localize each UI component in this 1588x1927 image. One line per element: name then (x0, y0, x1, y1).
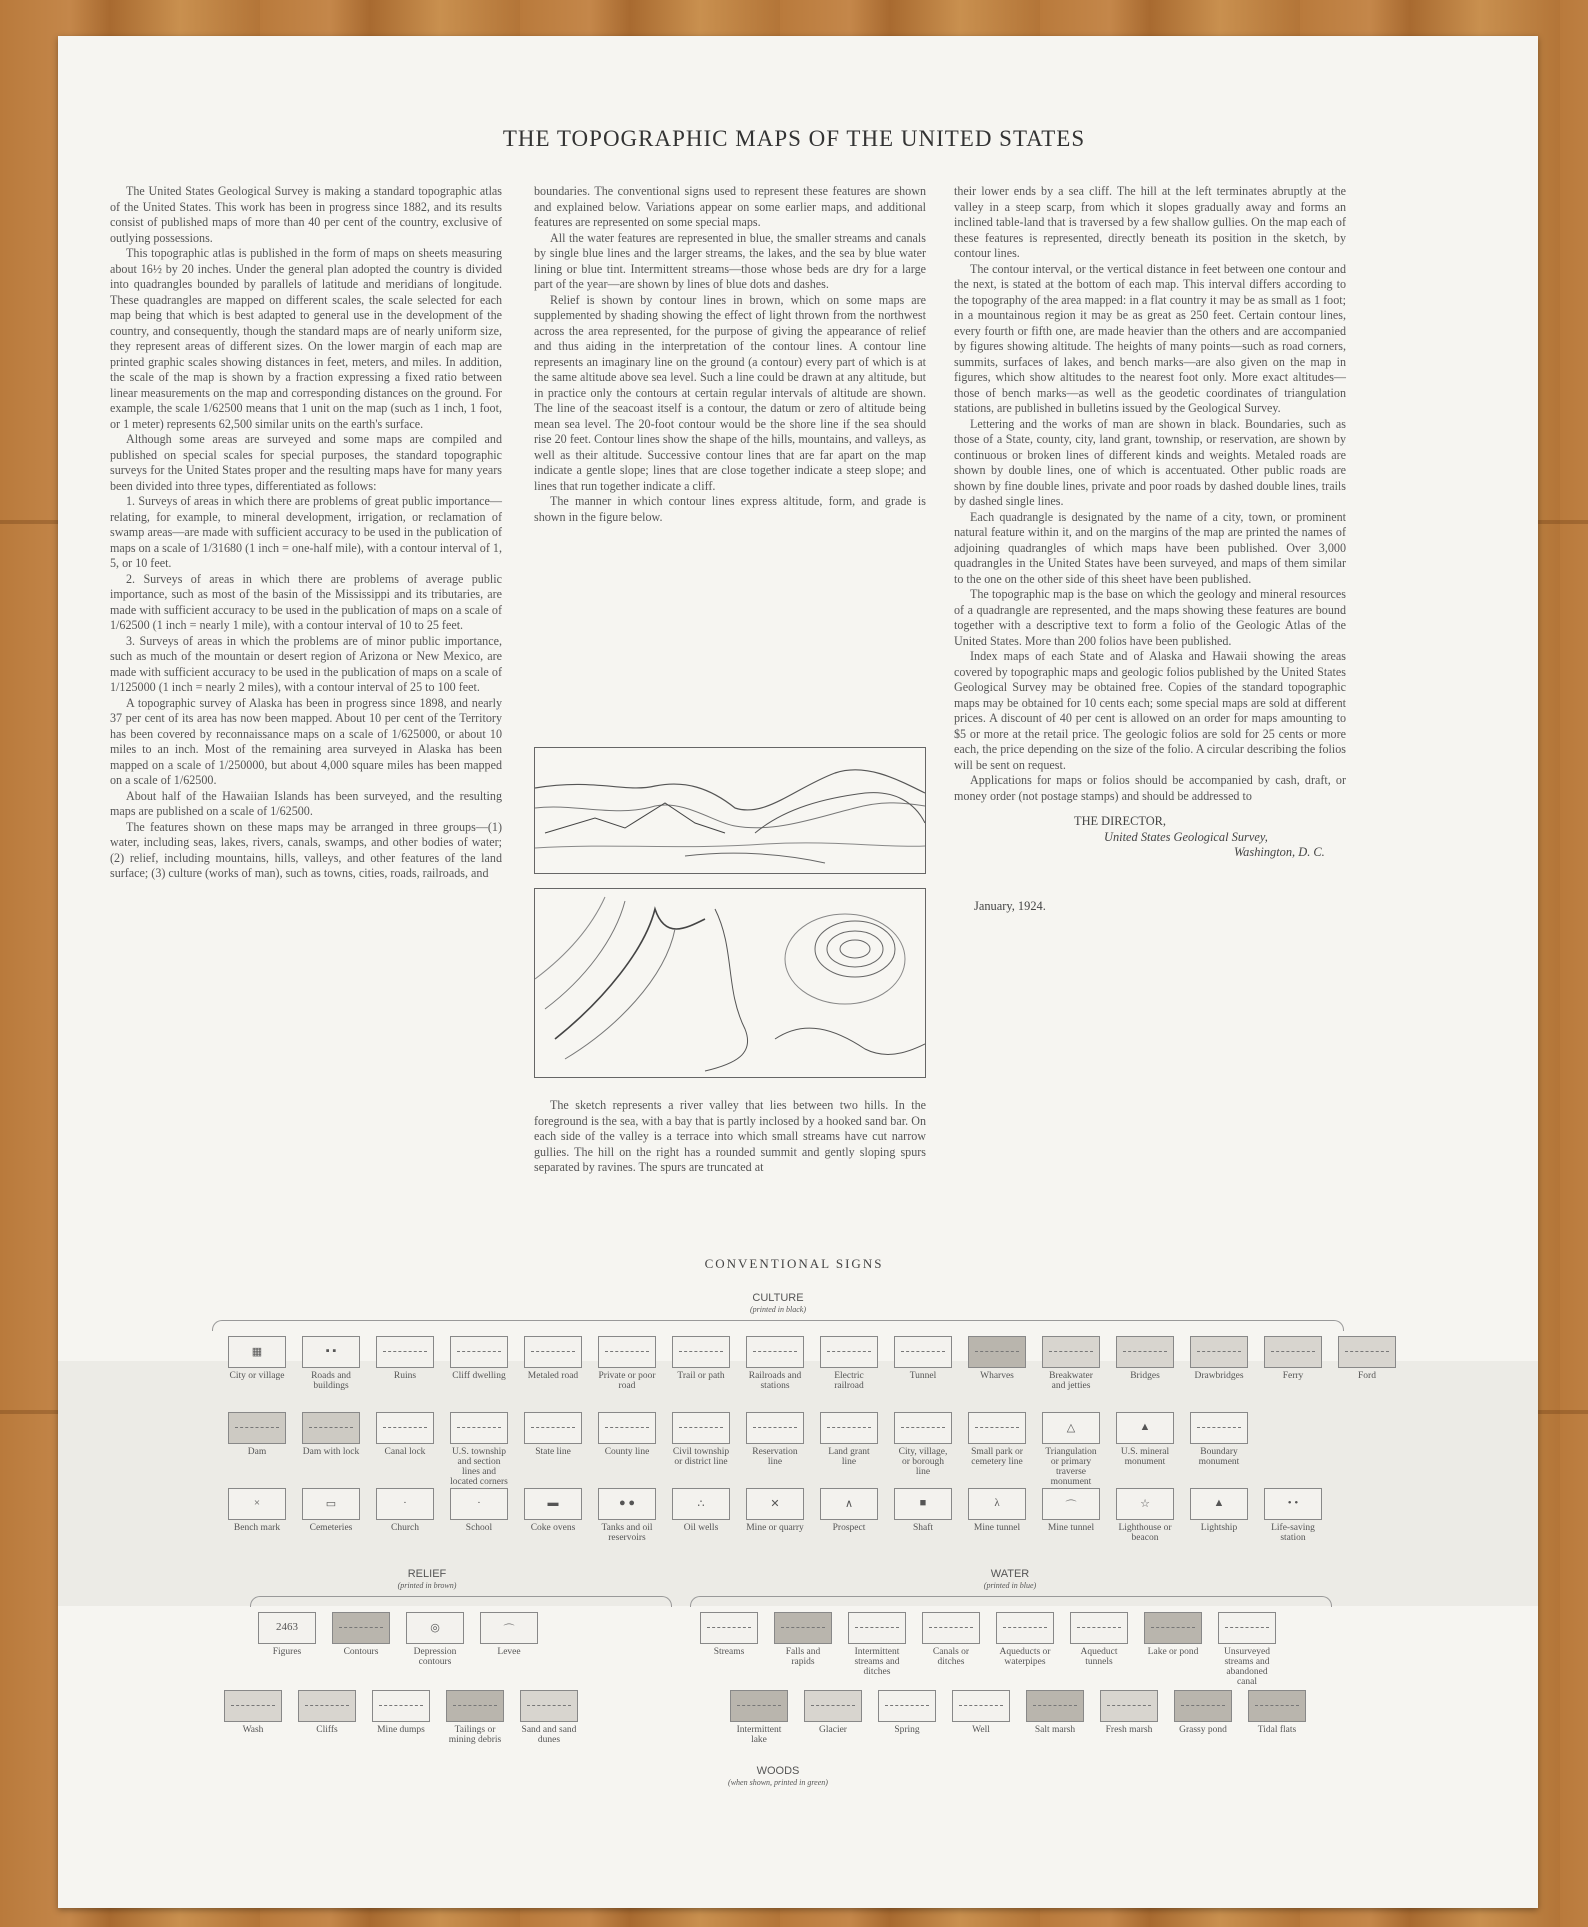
legend-swatch (520, 1690, 578, 1722)
document-date: January, 1924. (974, 898, 1046, 913)
legend-label: Streams (713, 1647, 745, 1657)
legend-label: Bridges (1130, 1371, 1160, 1381)
legend-symbol (820, 1336, 878, 1391)
legend-swatch (1190, 1336, 1248, 1368)
signature-name: THE DIRECTOR, (1074, 814, 1167, 828)
text-column-2 (534, 184, 926, 525)
legend-symbol (672, 1488, 730, 1533)
legend-swatch (672, 1488, 730, 1520)
legend-glyph: ▪ ▪ (325, 1345, 337, 1357)
culture-row-2 (228, 1412, 1264, 1487)
water-note: (printed in blue) (983, 1581, 1037, 1590)
paragraph: Applications for maps or folios should be accompanied by cash, draft, or money order (not postage stamps) and should be addressed to (954, 773, 1346, 803)
paragraph: Index maps of each State and of Alaska and Hawaii showing the areas covered by topographic maps and geologic folios published by the United States Geological Survey may be obtained free. Copies of the standard topographic maps may be obtained for 10 cents each; some special maps are sold at different prices. A discount of 40 per cent is allowed on an order for maps amounting to $5 or more at the retail price. The geologic folios are sold for 25 cents or more each, the price depending on the size of the folio. A circular describing the folios will be sent on request. (954, 649, 1346, 772)
legend-swatch (1190, 1488, 1248, 1520)
legend-glyph: ⌒ (503, 1624, 515, 1636)
legend-label: Wharves (980, 1371, 1014, 1381)
legend-symbol (968, 1488, 1026, 1533)
legend-label: Boundary monument (1198, 1447, 1240, 1467)
legend-label: Tidal flats (1257, 1725, 1297, 1735)
legend-swatch (446, 1690, 504, 1722)
page-title: THE TOPOGRAPHIC MAPS OF THE UNITED STATES (502, 126, 1086, 151)
legend-symbol (1042, 1336, 1100, 1391)
legend-label: Cliffs (316, 1725, 338, 1735)
legend-label: Falls and rapids (785, 1647, 821, 1667)
paragraph: A topographic survey of Alaska has been in progress since 1898, and nearly 37 per cent of its area has now been mapped. About 10 per cent of the Territory has been covered by reconnaissance maps on a scale of 1/625000, or about 10 miles to an inch. Most of the remaining area surveyed in Alaska has been mapped on a scale of 1/250000, but about 4,000 square miles has been mapped on a scale of 1/62500. (110, 695, 502, 787)
legend-swatch (258, 1612, 316, 1644)
legend-swatch (1338, 1336, 1396, 1368)
legend-label: Railroads and stations (748, 1371, 802, 1391)
legend-label: Canal lock (384, 1447, 426, 1457)
legend-glyph: 2463 (276, 1621, 298, 1633)
legend-symbol (1116, 1412, 1174, 1467)
woods-note: (when shown, printed in green) (728, 1778, 828, 1787)
legend-label: City or village (229, 1371, 285, 1381)
legend-symbol (894, 1336, 952, 1381)
woods-heading (648, 1765, 908, 1789)
legend-label: Trail or path (677, 1371, 725, 1381)
legend-swatch (302, 1412, 360, 1444)
legend-symbol (730, 1690, 788, 1745)
paragraph: The manner in which contour lines express altitude, form, and grade is shown in the figure below. (534, 494, 926, 524)
legend-label: Glacier (819, 1725, 847, 1735)
legend-glyph: · (403, 1497, 407, 1509)
culture-row-1 (228, 1336, 1412, 1391)
legend-symbol (1042, 1488, 1100, 1533)
legend-label: Mine dumps (377, 1725, 425, 1735)
legend-symbol (672, 1412, 730, 1467)
legend-swatch (302, 1488, 360, 1520)
legend-glyph: ■ (919, 1497, 927, 1509)
legend-swatch (450, 1336, 508, 1368)
legend-swatch (820, 1412, 878, 1444)
legend-symbol (598, 1488, 656, 1543)
legend-swatch (894, 1336, 952, 1368)
legend-label: Ruins (393, 1371, 417, 1381)
legend-swatch (406, 1612, 464, 1644)
culture-row-3 (228, 1488, 1338, 1543)
legend-swatch (1070, 1612, 1128, 1644)
legend-label: Breakwater and jetties (1049, 1371, 1093, 1391)
legend-symbol (224, 1690, 282, 1735)
legend-symbol (1248, 1690, 1306, 1735)
paragraph: This topographic atlas is published in the form of maps on sheets measuring about 16½ by 20 inches. Under the general plan adopted the country is divided into quadrangles bounded by parallels of latitude and meridians of longitude. These quadrangles are mapped on different scales, the scale selected for each map being that which is best adapted to general use in the development of the country, and consequently, though the standard maps are of nearly uniform size, they represent areas of different sizes. On the lower margin of each map are printed graphic scales showing distances in feet, meters, and miles. In addition, the scale of the map is shown by a fraction expressing a fixed ratio between linear measurements on the map and corresponding distances on the ground. For example, the scale 1/62500 means that 1 unit on the map (such as 1 inch, 1 foot, or 1 meter) represents 62,500 similar units on the earth's surface. (110, 246, 502, 431)
legend-label: Reservation line (752, 1447, 798, 1467)
legend-swatch (804, 1690, 862, 1722)
signature-org: United States Geological Survey, (1104, 829, 1268, 844)
legend-symbol (746, 1488, 804, 1533)
legend-swatch (450, 1412, 508, 1444)
legend-label: Aqueducts or waterpipes (999, 1647, 1051, 1667)
legend-swatch (1042, 1488, 1100, 1520)
conventional-signs-title: CONVENTIONAL SIGNS (704, 1256, 884, 1271)
legend-symbol (1042, 1412, 1100, 1487)
legend-swatch (1248, 1690, 1306, 1722)
legend-swatch (450, 1488, 508, 1520)
legend-symbol (922, 1612, 980, 1667)
legend-label: Spring (894, 1725, 920, 1735)
legend-swatch (878, 1690, 936, 1722)
legend-symbol (820, 1412, 878, 1467)
legend-swatch (746, 1336, 804, 1368)
legend-swatch (376, 1488, 434, 1520)
legend-symbol (848, 1612, 906, 1677)
legend-glyph: ▭ (325, 1498, 337, 1510)
legend-swatch (1026, 1690, 1084, 1722)
legend-label: Aqueduct tunnels (1080, 1647, 1118, 1667)
legend-swatch (598, 1488, 656, 1520)
legend-swatch (376, 1412, 434, 1444)
legend-glyph: ∧ (844, 1498, 854, 1510)
legend-symbol (1218, 1612, 1276, 1687)
legend-swatch (672, 1412, 730, 1444)
legend-symbol (968, 1336, 1026, 1381)
legend-label: Private or poor road (598, 1371, 656, 1391)
legend-label: Civil township or district line (672, 1447, 730, 1467)
paragraph: The features shown on these maps may be arranged in three groups—(1) water, including seas, lakes, rivers, canals, swamps, and other bodies of water; (2) relief, including mountains, hills, valleys, and other features of the land surface; (3) culture (works of man), such as towns, cities, roads, railroads, and (110, 819, 502, 880)
legend-symbol (228, 1488, 286, 1533)
water-row-1 (700, 1612, 1292, 1687)
paragraph: Each quadrangle is designated by the name of a city, town, or prominent natural feature within it, and on the margins of the map are printed the names of adjoining quadrangles of which maps have been published. Over 3,000 quadrangles in the United States have been surveyed, and maps of them similar to the one on the other side of this sheet have been published. (954, 509, 1346, 586)
legend-label: Fresh marsh (1105, 1725, 1153, 1735)
legend-symbol (298, 1690, 356, 1735)
paragraph: The United States Geological Survey is making a standard topographic atlas of the United States. This work has been in progress since 1882, and its results consist of published maps of more than 40 per cent of the country, exclusive of outlying possessions. (110, 184, 502, 245)
legend-glyph: ∴ (697, 1498, 705, 1510)
legend-swatch (746, 1488, 804, 1520)
legend-swatch (968, 1412, 1026, 1444)
paragraph: 3. Surveys of areas in which the problems are of minor public importance, such as much of the mountain or desert region of Arizona or New Mexico, are made with sufficient accuracy to be used in the publication of maps on a scale of 1/125000 (1 inch = nearly 2 miles), with a contour interval of 25 to 100 feet. (110, 633, 502, 694)
legend-glyph: × (253, 1497, 261, 1509)
text-column-3 (954, 184, 1346, 914)
legend-label: Salt marsh (1034, 1725, 1076, 1735)
legend-swatch (774, 1612, 832, 1644)
signature-block (954, 814, 1346, 914)
legend-glyph: · (477, 1497, 481, 1509)
water-heading (880, 1568, 1140, 1592)
legend-swatch (1218, 1612, 1276, 1644)
legend-symbol (450, 1336, 508, 1381)
legend-symbol (376, 1412, 434, 1457)
legend-swatch (1116, 1412, 1174, 1444)
legend-swatch (1190, 1412, 1248, 1444)
paragraph: Lettering and the works of man are shown in black. Boundaries, such as those of a State, county, city, land grant, township, or reservation, are shown by continuous or broken lines of different kinds and weights. Metaled roads are shown by double lines, one of which is accentuated. Other public roads are shown by fine double lines, private and poor roads by dashed double lines, trails by dashed single lines. (954, 416, 1346, 508)
legend-symbol (1190, 1336, 1248, 1381)
legend-label: Cliff dwelling (452, 1371, 506, 1381)
text-column-1 (110, 184, 502, 882)
legend-swatch (1100, 1690, 1158, 1722)
legend-symbol (520, 1690, 578, 1745)
legend-label: Prospect (832, 1523, 866, 1533)
relief-bracket (250, 1596, 672, 1607)
legend-label: Ferry (1282, 1371, 1304, 1381)
legend-label: Ford (1358, 1371, 1376, 1381)
legend-symbol (228, 1412, 286, 1457)
legend-glyph: ▲ (1139, 1421, 1151, 1433)
water-title: WATER (990, 1568, 1030, 1580)
legend-symbol (820, 1488, 878, 1533)
paragraph: Relief is shown by contour lines in brown, which on some maps are supplemented by shading showing the effect of light thrown from the northwest across the area represented, for the purpose of giving the appearance of relief and thus aiding in the interpretation of the contour lines. A contour line represents an imaginary line on the ground (a contour) every part of which is at the same altitude above sea level. Such a line could be drawn at any altitude, but in practice only the contours at certain regular intervals of altitude are shown. The line of the seacoast itself is a contour, the datum or zero of altitude being mean sea level. The 20-foot contour would be the shore line if the sea should rise 20 feet. Contour lines show the shape of the hills, mountains, and valleys, as well as their altitude. Successive contour lines that are far apart on the map indicate a gentle slope; lines that are close together indicate a steep slope; and lines that run together indicate a cliff. (534, 292, 926, 493)
legend-swatch (1144, 1612, 1202, 1644)
paragraph: About half of the Hawaiian Islands has been surveyed, and the resulting maps are published on a scale of 1/62500. (110, 788, 502, 818)
culture-note: (printed in black) (750, 1305, 806, 1314)
legend-swatch (922, 1612, 980, 1644)
legend-swatch (1042, 1336, 1100, 1368)
legend-symbol (450, 1412, 508, 1487)
legend-label: Unsurveyed streams and abandoned canal (1224, 1647, 1270, 1687)
legend-symbol (376, 1336, 434, 1381)
legend-symbol (524, 1336, 582, 1381)
legend-label: Land grant line (828, 1447, 870, 1467)
legend-label: U.S. mineral monument (1120, 1447, 1170, 1467)
legend-symbol (302, 1412, 360, 1457)
legend-label: Shaft (912, 1523, 934, 1533)
legend-label: Mine or quarry (746, 1523, 804, 1533)
legend-label: Church (391, 1523, 419, 1533)
legend-label: Electric railroad (834, 1371, 864, 1391)
legend-label: County line (604, 1447, 650, 1457)
legend-symbol (1190, 1488, 1248, 1533)
legend-symbol (878, 1690, 936, 1735)
water-bracket (690, 1596, 1332, 1607)
legend-glyph: ▲ (1213, 1497, 1225, 1509)
legend-symbol (1116, 1336, 1174, 1381)
legend-swatch (1116, 1488, 1174, 1520)
legend-symbol (1070, 1612, 1128, 1667)
legend-symbol (1100, 1690, 1158, 1735)
legend-symbol (968, 1412, 1026, 1467)
legend-symbol (894, 1488, 952, 1533)
legend-symbol (372, 1690, 430, 1735)
legend-label: Sand and sand dunes (521, 1725, 577, 1745)
paragraph: The sketch represents a river valley that lies between two hills. In the foreground is the sea, with a bay that is partly inclosed by a hooked sand bar. On each side of the valley is a terrace into which small streams have cut narrow gullies. The hill on the right has a rounded summit and gently sloping spurs separated by ravines. The spurs are truncated at (534, 1098, 926, 1174)
legend-label: Canals or ditches (932, 1647, 970, 1667)
legend-label: Triangulation or primary traverse monument (1045, 1447, 1097, 1487)
legend-swatch (894, 1412, 952, 1444)
contour-map-sketch (534, 888, 926, 1078)
legend-swatch (820, 1488, 878, 1520)
legend-swatch (996, 1612, 1054, 1644)
legend-swatch (968, 1336, 1026, 1368)
legend-swatch (1264, 1336, 1322, 1368)
legend-symbol (1264, 1336, 1322, 1381)
signature-place: Washington, D. C. (1234, 845, 1325, 859)
culture-bracket (212, 1320, 1344, 1331)
legend-glyph: △ (1066, 1422, 1076, 1434)
legend-glyph: λ (994, 1497, 1000, 1509)
legend-symbol (804, 1690, 862, 1735)
legend-symbol (598, 1336, 656, 1391)
legend-swatch (968, 1488, 1026, 1520)
legend-label: Life-saving station (1271, 1523, 1315, 1543)
legend-swatch (952, 1690, 1010, 1722)
legend-symbol (1116, 1488, 1174, 1543)
legend-label: Dam (247, 1447, 267, 1457)
legend-symbol (746, 1412, 804, 1467)
legend-label: Contours (343, 1647, 379, 1657)
paragraph: Although some areas are surveyed and some maps are compiled and published on special scales for special purposes, the standard topographic surveys for the United States proper and the resulting maps have for many years been divided into three types, differentiated as follows: (110, 432, 502, 493)
legend-swatch (372, 1690, 430, 1722)
legend-label: Drawbridges (1194, 1371, 1244, 1381)
legend-label: Tailings or mining debris (448, 1725, 502, 1745)
legend-symbol (228, 1336, 286, 1381)
legend-swatch (848, 1612, 906, 1644)
legend-label: Depression contours (413, 1647, 457, 1667)
legend-symbol (524, 1412, 582, 1457)
paragraph: The topographic map is the base on which the geology and mineral resources of a quadrangle are represented, and the maps showing these features are bound together with a descriptive text to form a folio of the Geologic Atlas of the United States. More than 200 folios have been published. (954, 587, 1346, 648)
legend-label: Well (972, 1725, 990, 1735)
legend-swatch (1264, 1488, 1322, 1520)
legend-label: Cemeteries (309, 1523, 353, 1533)
legend-label: Mine tunnel (1047, 1523, 1095, 1533)
legend-symbol (524, 1488, 582, 1533)
legend-swatch (524, 1336, 582, 1368)
legend-label: Wash (242, 1725, 264, 1735)
legend-label: Small park or cemetery line (971, 1447, 1023, 1467)
legend-label: Intermittent lake (736, 1725, 782, 1745)
legend-label: Oil wells (683, 1523, 719, 1533)
paragraph: All the water features are represented in blue, the smaller streams and canals by single blue lines and the larger streams, the lakes, and the sea by blue water lining or blue tint. Intermittent streams—those whose beds are dry for a large part of the year—are shown by lines of blue dots and dashes. (534, 230, 926, 291)
legend-label: Lightship (1200, 1523, 1238, 1533)
legend-symbol (996, 1612, 1054, 1667)
legend-label: Roads and buildings (311, 1371, 351, 1391)
legend-swatch (894, 1488, 952, 1520)
legend-glyph: • • (1287, 1497, 1299, 1509)
paragraph: 1. Surveys of areas in which there are problems of great public importance—relating, for example, to mineral development, irrigation, or reclamation of swamp areas—are made with sufficient accuracy to be used in the publication of maps on a scale of 1/31680 (1 inch = one-half mile), with a contour interval of 1, 5, or 10 feet. (110, 494, 502, 570)
legend-symbol (746, 1336, 804, 1391)
legend-swatch (228, 1488, 286, 1520)
legend-glyph: ▬ (547, 1497, 559, 1509)
legend-label: City, village, or borough line (898, 1447, 948, 1477)
legend-symbol (952, 1690, 1010, 1735)
sketch-caption-column (534, 1098, 926, 1176)
legend-label: Coke ovens (530, 1523, 576, 1533)
legend-label: State line (535, 1447, 571, 1457)
legend-symbol (302, 1488, 360, 1533)
legend-swatch (1174, 1690, 1232, 1722)
relief-row-1 (258, 1612, 554, 1667)
relief-row-2 (224, 1690, 594, 1745)
legend-glyph: ▦ (251, 1346, 263, 1358)
legend-swatch (746, 1412, 804, 1444)
legend-label: School (465, 1523, 493, 1533)
legend-swatch (820, 1336, 878, 1368)
legend-glyph: ☆ (1140, 1498, 1150, 1510)
legend-label: Grassy pond (1179, 1725, 1227, 1735)
paragraph: boundaries. The conventional signs used to represent these features are shown and explained below. Variations appear on some earlier maps, and additional features are represented on some special maps. (534, 184, 926, 229)
legend-swatch (672, 1336, 730, 1368)
legend-swatch (1042, 1412, 1100, 1444)
legend-symbol (1264, 1488, 1322, 1543)
woods-title: WOODS (756, 1765, 800, 1777)
legend-swatch (598, 1336, 656, 1368)
legend-symbol (1144, 1612, 1202, 1657)
legend-symbol (774, 1612, 832, 1667)
legend-swatch (524, 1488, 582, 1520)
legend-label: Lighthouse or beacon (1118, 1523, 1172, 1543)
legend-label: Levee (497, 1647, 521, 1657)
culture-title: CULTURE (752, 1292, 804, 1304)
legend-symbol (332, 1612, 390, 1657)
legend-symbol (672, 1336, 730, 1381)
legend-swatch (524, 1412, 582, 1444)
legend-swatch (228, 1412, 286, 1444)
legend-symbol (446, 1690, 504, 1745)
water-row-2 (730, 1690, 1322, 1745)
paragraph: their lower ends by a sea cliff. The hill at the left terminates abruptly at the valley in a steep scarp, from which it slopes gradually away and forms an inclined table-land that is traversed by a few shallow gullies. On the map each of these features is represented, directly beneath its position in the sketch, by contour lines. (954, 184, 1346, 260)
culture-heading (648, 1292, 908, 1316)
legend-symbol (1026, 1690, 1084, 1735)
legend-symbol (1338, 1336, 1396, 1381)
legend-glyph: ✕ (770, 1498, 780, 1510)
legend-label: Dam with lock (302, 1447, 360, 1457)
legend-swatch (332, 1612, 390, 1644)
legend-swatch (1116, 1336, 1174, 1368)
legend-swatch (302, 1336, 360, 1368)
legend-symbol (480, 1612, 538, 1657)
legend-swatch (376, 1336, 434, 1368)
legend-swatch (730, 1690, 788, 1722)
legend-swatch (598, 1412, 656, 1444)
legend-swatch (298, 1690, 356, 1722)
legend-swatch (228, 1336, 286, 1368)
legend-symbol (258, 1612, 316, 1657)
legend-label: Figures (272, 1647, 302, 1657)
legend-symbol (598, 1412, 656, 1457)
legend-glyph: ◎ (430, 1622, 440, 1634)
relief-title: RELIEF (407, 1568, 447, 1580)
legend-symbol (1190, 1412, 1248, 1467)
legend-symbol (894, 1412, 952, 1477)
landscape-sketch (534, 747, 926, 874)
legend-swatch (480, 1612, 538, 1644)
legend-symbol (376, 1488, 434, 1533)
paragraph: The contour interval, or the vertical distance in feet between one contour and the next, is stated at the bottom of each map. This interval differs according to the topography of the area mapped: in a flat country it may be as small as 1 foot; in a mountainous region it may be as great as 250 feet. Certain contour lines, every fourth or fifth one, are made heavier than the others and are accompanied by figures showing altitude. The heights of many points—such as road corners, summits, surfaces of lakes, and bench marks—are also given on the map in figures, which show altitudes to the nearest foot only. More exact altitudes—those of bench marks—as well as the geodetic coordinates of triangulation stations, are published in bulletins issued by the Geological Survey. (954, 261, 1346, 415)
legend-symbol (450, 1488, 508, 1533)
legend-swatch (224, 1690, 282, 1722)
legend-glyph: ⌒ (1065, 1500, 1077, 1512)
legend-glyph: ● ● (618, 1497, 636, 1509)
legend-label: Mine tunnel (973, 1523, 1021, 1533)
legend-label: U.S. township and section lines and located corners (450, 1447, 508, 1487)
legend-label: Lake or pond (1147, 1647, 1199, 1657)
legend-symbol (302, 1336, 360, 1391)
paragraph: 2. Surveys of areas in which there are problems of average public importance, such as most of the basin of the Mississippi and its tributaries, are made with sufficient accuracy to be used in the publication of maps on a scale of 1/62500 (1 inch = nearly 1 mile), with a contour interval of 10 to 25 feet. (110, 571, 502, 632)
legend-swatch (700, 1612, 758, 1644)
legend-symbol (406, 1612, 464, 1667)
legend-symbol (1174, 1690, 1232, 1735)
legend-symbol (700, 1612, 758, 1657)
legend-label: Bench mark (233, 1523, 281, 1533)
legend-label: Tanks and oil reservoirs (601, 1523, 653, 1543)
legend-label: Metaled road (527, 1371, 579, 1381)
legend-label: Tunnel (909, 1371, 937, 1381)
relief-heading (297, 1568, 557, 1592)
relief-note: (printed in brown) (397, 1581, 457, 1590)
legend-label: Intermittent streams and ditches (854, 1647, 900, 1677)
